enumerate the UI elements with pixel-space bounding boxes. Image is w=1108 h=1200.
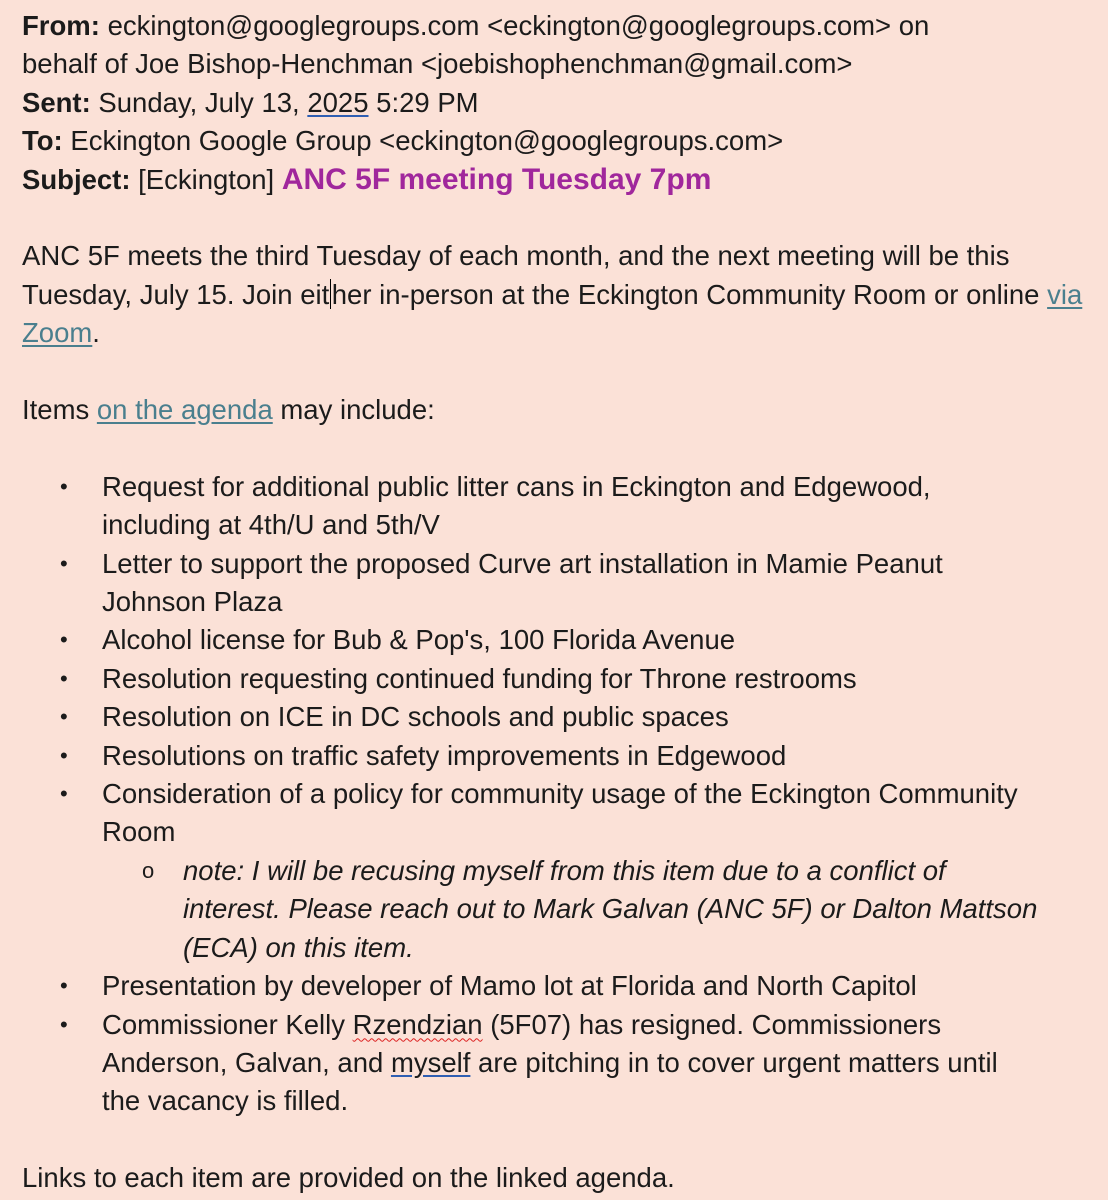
agenda-item-text: Presentation by developer of Mamo lot at Florida and North Capitol [102, 970, 917, 1002]
sent-time: 5:29 PM [368, 86, 479, 118]
bullet-icon: • [60, 665, 68, 691]
resignation-text-1: Commissioner Kelly [102, 1008, 353, 1040]
intro-paragraph[interactable] [22, 237, 1102, 352]
recusal-note: note: I will be recusing myself from this item due to a conflict of interest. Please reach out to Mark Galvan (ANC 5F) or Dalton Mattson (ECA) on this item. [183, 854, 1038, 963]
intro-text-2: her in-person at the Eckington Community Room or online [331, 278, 1048, 310]
from-value[interactable]: eckington@googlegroups.com <eckington@googlegroups.com> on [107, 10, 930, 41]
agenda-item-text: Letter to support the proposed Curve art installation in Mamie Peanut Johnson Plaza [102, 547, 943, 618]
spacer [22, 353, 1102, 391]
resignation-text-2: (5F07) has resigned. Commissioners Anderson, Galvan, and [102, 1008, 942, 1078]
items-suffix: may include: [272, 394, 435, 426]
bullet-icon: • [60, 742, 68, 768]
list-item [22, 545, 1042, 622]
list-item [22, 1006, 1042, 1121]
list-item [22, 621, 1042, 659]
intro-end: . [92, 317, 100, 349]
intro-text-1: ANC 5F meets the third Tuesday of each month, and the next meeting will be this Tuesday, July 15. Join eit [22, 240, 1010, 310]
bullet-icon: • [60, 550, 68, 576]
list-item [22, 698, 1042, 736]
email-header [22, 7, 1102, 199]
bullet-icon: • [60, 704, 68, 730]
bullet-icon: • [60, 973, 68, 999]
agenda-item-text: Alcohol license for Bub & Pop's, 100 Florida Avenue [102, 624, 736, 656]
to-value[interactable]: Eckington Google Group <eckington@googlegroups.com> [70, 125, 784, 157]
list-item [22, 468, 1042, 545]
list-item [22, 737, 1042, 775]
list-item [22, 775, 1042, 967]
subject-highlight: ANC 5F meeting Tuesday 7pm [281, 162, 712, 196]
email-message [22, 7, 1102, 1198]
spacer [22, 429, 1102, 467]
bullet-icon: • [60, 781, 68, 807]
spacer [22, 1121, 1102, 1159]
spacer [22, 199, 1102, 237]
agenda-item-text: Resolution on ICE in DC schools and public spaces [102, 701, 729, 733]
to-line [22, 122, 1102, 160]
to-label: To: [22, 125, 63, 157]
sub-list-item [102, 852, 1043, 967]
sent-line [22, 84, 1102, 122]
from-line [22, 7, 1102, 45]
misspelled-word[interactable]: Rzendzian [352, 1008, 483, 1040]
agenda-item-text: Consideration of a policy for community usage of the Eckington Community Room [102, 778, 1018, 848]
from-value-continued[interactable]: behalf of Joe Bishop-Henchman <joebishophenchman@gmail.com> [22, 48, 853, 80]
closing-line: Links to each item are provided on the linked agenda. [22, 1162, 675, 1194]
items-intro [22, 391, 1102, 429]
bullet-icon: • [60, 1011, 68, 1037]
subject-prefix: [Eckington] [138, 163, 282, 195]
bullet-icon: • [60, 627, 68, 653]
zoom-link[interactable]: via Zoom [22, 278, 1083, 349]
bullet-icon: • [60, 473, 68, 499]
from-line-2 [22, 45, 1102, 83]
from-label: From: [22, 10, 100, 41]
list-item [22, 660, 1042, 698]
items-prefix: Items [22, 394, 97, 426]
agenda-item-text: Resolution requesting continued funding for Throne restrooms [102, 662, 857, 694]
flagged-word[interactable]: myself [390, 1046, 471, 1078]
agenda-item-text: Request for additional public litter cans in Eckington and Edgewood, including at 4th/U and 5th/V [102, 470, 931, 541]
sent-label: Sent: [22, 86, 91, 118]
agenda-link[interactable]: on the agenda [96, 394, 273, 426]
sub-list [102, 852, 1042, 967]
sent-date: Sunday, July 13, [98, 86, 308, 118]
subject-line [22, 161, 1102, 199]
hollow-bullet-icon: o [142, 857, 155, 883]
sent-year[interactable]: 2025 [307, 86, 369, 118]
subject-label: Subject: [22, 163, 131, 195]
agenda-list [22, 468, 1102, 1121]
resignation-text-3: are pitching in to cover urgent matters until the vacancy is filled. [102, 1046, 998, 1117]
list-item [22, 967, 1042, 1005]
agenda-item-text: Resolutions on traffic safety improvements in Edgewood [102, 739, 787, 771]
